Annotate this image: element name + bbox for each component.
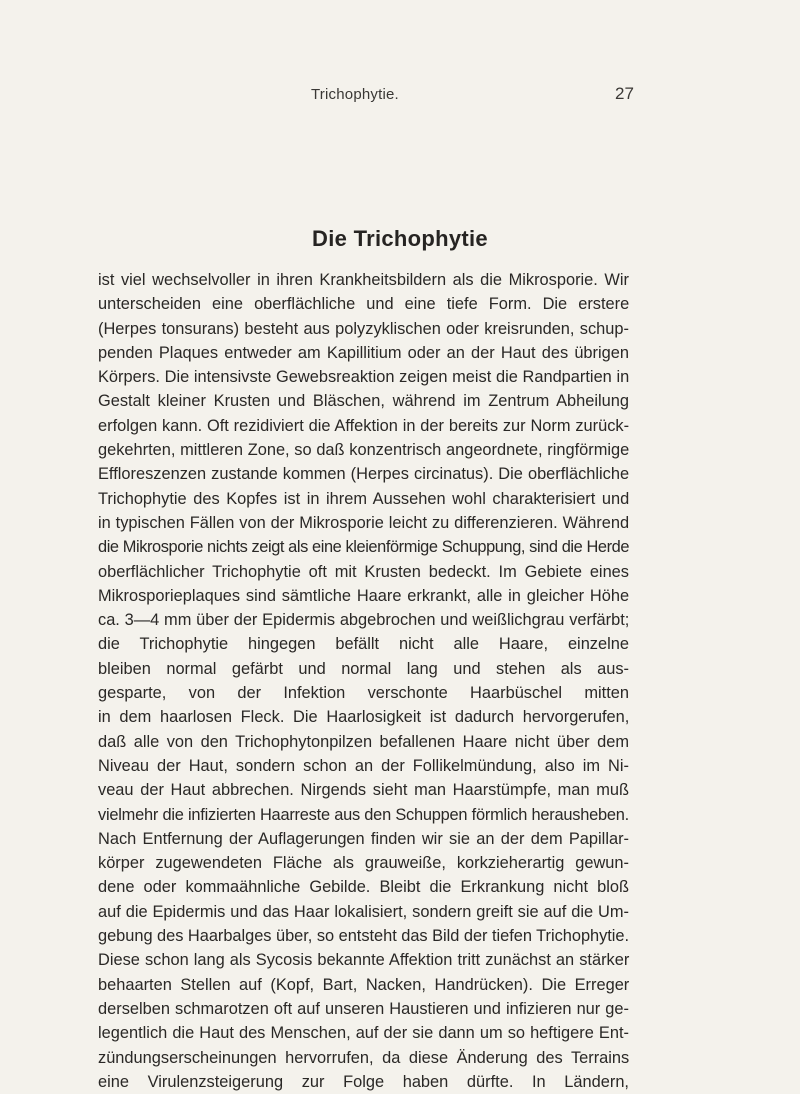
text-line: Körpers. Die intensivste Gewebsreaktion zeigen meist die Randpartien in [98, 368, 630, 387]
text-line: eine Virulenzsteigerung zur Folge haben dürfte. In Ländern, [98, 1072, 629, 1091]
text-line: die Trichophytie hingegen befällt nicht alle Haare, einzelne [98, 635, 629, 654]
text-line: die Mikrosporie nichts zeigt als eine kleienförmige Schuppung, sind die Herde [98, 538, 630, 557]
text-line: auf die Epidermis und das Haar lokalisiert, sondern greift sie auf die Um- [98, 902, 629, 921]
text-line: bleiben normal gefärbt und normal lang und stehen als aus- [98, 659, 629, 678]
text-line: daß alle von den Trichophytonpilzen befallenen Haare nicht über dem [98, 732, 629, 751]
text-line: Mikrosporieplaques sind sämtliche Haare erkrankt, alle in gleicher Höhe [98, 586, 630, 605]
text-line: (Herpes tonsurans) besteht aus polyzyklischen oder kreisrunden, schup- [98, 319, 629, 338]
text-line: in typischen Fällen von der Mikrosporie leicht zu differenzieren. Während [98, 513, 630, 532]
text-line: unterscheiden eine oberflächliche und eine tiefe Form. Die erstere [98, 295, 630, 314]
text-line: Gestalt kleiner Krusten und Bläschen, während im Zentrum Abheilung [98, 392, 629, 411]
text-line: Effloreszenzen zustande kommen (Herpes circinatus). Die oberflächliche [98, 465, 630, 484]
text-line: ist viel wechselvoller in ihren Krankheitsbildern als die Mikrosporie. Wir [98, 271, 629, 289]
text-line: oberflächlicher Trichophytie oft mit Krusten bedeckt. Im Gebiete eines [98, 562, 629, 581]
text-line: dene oder kommaähnliche Gebilde. Bleibt die Erkrankung nicht bloß [98, 878, 629, 897]
body-text [98, 268, 629, 1094]
text-line: veau der Haut abbrechen. Nirgends sieht man Haarstümpfe, man muß [98, 781, 630, 800]
text-line: behaarten Stellen auf (Kopf, Bart, Nacken, Handrücken). Die Erreger [98, 975, 630, 994]
text-line: gesparte, von der Infektion verschonte Haarbüschel mitten [98, 684, 629, 703]
text-line: Trichophytie des Kopfes ist in ihrem Aussehen wohl charakterisiert und [98, 489, 630, 508]
running-header: Trichophytie. [311, 86, 399, 103]
text-line: Diese schon lang als Sycosis bekannte Affektion tritt zunächst an stärker [98, 951, 630, 970]
text-line: derselben schmarotzen oft auf unseren Haustieren und infizieren nur ge- [98, 999, 629, 1018]
text-line: körper zugewendeten Fläche als grauweiße, korkzieherartig gewun- [98, 854, 629, 873]
chapter-title: Die Trichophytie [312, 226, 488, 251]
text-line: gekehrten, mittleren Zone, so daß konzentrisch angeordnete, ringförmige [98, 441, 630, 460]
text-line: ca. 3—4 mm über der Epidermis abgebrochen und weißlichgrau verfärbt; [98, 611, 630, 630]
text-line: vielmehr die infizierten Haarreste aus den Schuppen förmlich herausheben. [98, 805, 629, 824]
text-line: legentlich die Haut des Menschen, auf der sie dann um so heftigere Ent- [98, 1024, 629, 1043]
text-line: Nach Entfernung der Auflagerungen finden wir sie an der dem Papillar- [98, 829, 629, 848]
page-number: 27 [615, 84, 634, 103]
text-line: penden Plaques entweder am Kapillitium oder an der Haut des übrigen [98, 343, 629, 362]
text-line: Niveau der Haut, sondern schon an der Follikelmündung, also im Ni- [98, 756, 629, 775]
text-line: erfolgen kann. Oft rezidiviert die Affektion in der bereits zur Norm zurück- [98, 416, 630, 435]
text-line: zündungserscheinungen hervorrufen, da diese Änderung des Terrains [98, 1048, 630, 1067]
text-line: in dem haarlosen Fleck. Die Haarlosigkeit ist dadurch hervorgerufen, [98, 708, 630, 727]
text-line: gebung des Haarbalges über, so entsteht das Bild der tiefen Trichophytie. [98, 927, 630, 946]
